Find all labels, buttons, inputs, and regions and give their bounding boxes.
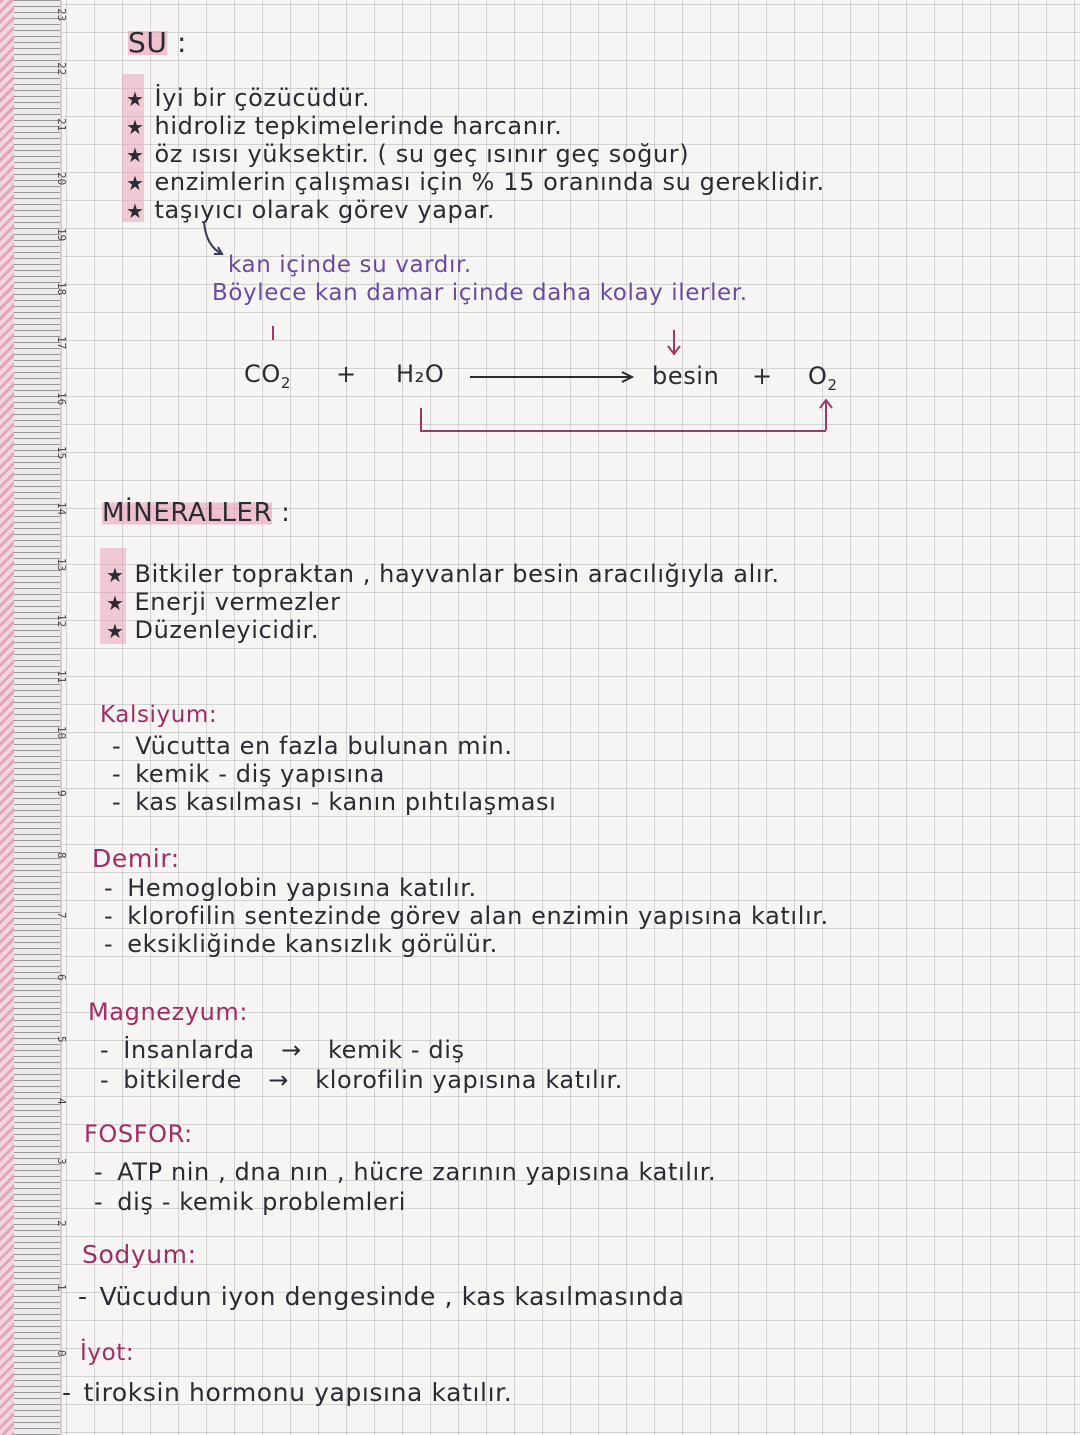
ruler-number: 11 — [55, 670, 68, 684]
ruler-number: 15 — [55, 446, 68, 460]
star-icon: ★ — [106, 591, 125, 615]
kalsiyum-item: - kas kasılması - kanın pıhtılaşması — [112, 788, 557, 816]
equation-besin: besin — [652, 362, 720, 390]
su-note-line1: kan içinde su vardır. — [228, 252, 472, 278]
demir-item: - eksikliğinde kansızlık görülür. — [104, 930, 498, 958]
ruler-number: 4 — [55, 1098, 68, 1105]
su-heading-colon: : — [176, 26, 188, 59]
ruler-number: 22 — [55, 62, 68, 76]
ruler-number: 21 — [55, 118, 68, 132]
iyot-heading: İyot: — [80, 1340, 135, 1366]
ruler-number: 2 — [55, 1220, 68, 1227]
star-icon: ★ — [106, 619, 125, 643]
magnezyum-item: - bitkilerde → klorofilin yapısına katılır. — [100, 1066, 624, 1094]
star-icon: ★ — [126, 171, 145, 195]
fosfor-heading: FOSFOR: — [84, 1120, 193, 1148]
ruler-number: 12 — [55, 614, 68, 628]
ruler-number: 5 — [55, 1036, 68, 1043]
fosfor-item: - diş - kemik problemleri — [94, 1188, 407, 1216]
ruler-number: 3 — [55, 1158, 68, 1165]
magnezyum-item: - İnsanlarda → kemik - diş — [100, 1036, 465, 1064]
equation-co2: $CO_2$ — [244, 360, 292, 392]
ruler-number: 9 — [55, 790, 68, 797]
su-heading: SU — [128, 26, 168, 59]
su-bullet: ★ İyi bir çözücüdür. — [126, 84, 371, 112]
mineraller-heading: MİNERALLER — [102, 498, 273, 528]
star-icon: ★ — [126, 143, 145, 167]
bracket-left — [420, 408, 422, 430]
ruler-number: 0 — [55, 1350, 68, 1357]
ruler-number: 14 — [55, 502, 68, 516]
demir-item: - klorofilin sentezinde görev alan enzimin yapısına katılır. — [104, 902, 829, 930]
down-arrow-icon — [664, 330, 684, 358]
demir-heading: Demir: — [92, 844, 180, 873]
bracket-bottom — [420, 430, 826, 432]
curved-arrow-icon — [200, 220, 230, 260]
ruler-number: 1 — [55, 1284, 68, 1291]
su-bullet: ★ öz ısısı yüksektir. ( su geç ısınır geç soğur) — [126, 140, 690, 168]
ruler-number: 13 — [55, 558, 68, 572]
star-icon: ★ — [126, 115, 145, 139]
equation-h2o: H₂O — [396, 360, 445, 388]
ruler-number: 19 — [55, 228, 68, 242]
kalsiyum-heading: Kalsiyum: — [100, 702, 218, 728]
up-arrow-icon — [816, 398, 836, 432]
equation-plus: + — [752, 362, 773, 390]
ruler-pink-edge — [0, 0, 14, 1435]
star-icon: ★ — [106, 563, 125, 587]
ruler-number: 7 — [55, 912, 68, 919]
sodyum-heading: Sodyum: — [82, 1240, 197, 1269]
su-note-line2: Böylece kan damar içinde daha kolay ilerler. — [212, 280, 748, 306]
ruler-number: 16 — [55, 392, 68, 406]
su-bullet: ★ hidroliz tepkimelerinde harcanır. — [126, 112, 563, 140]
star-icon: ★ — [126, 87, 145, 111]
ruler-number: 17 — [55, 336, 68, 350]
mineraller-heading-colon: : — [281, 498, 291, 528]
ruler-number: 20 — [55, 172, 68, 186]
demir-item: - Hemoglobin yapısına katılır. — [104, 874, 477, 902]
ruler-number: 8 — [55, 852, 68, 859]
right-arrow-icon: → — [280, 1036, 302, 1064]
mineraller-bullet: ★ Düzenleyicidir. — [106, 616, 320, 644]
fosfor-item: - ATP nin , dna nın , hücre zarının yapısına katılır. — [94, 1158, 717, 1186]
kalsiyum-item: - kemik - diş yapısına — [112, 760, 385, 788]
magnezyum-heading: Magnezyum: — [88, 998, 249, 1026]
mineraller-heading-block — [102, 498, 291, 528]
reaction-arrow-icon — [470, 370, 640, 384]
mineraller-bullet: ★ Bitkiler topraktan , hayvanlar besin aracılığıyla alır. — [106, 560, 780, 588]
ruler-number: 6 — [55, 974, 68, 981]
iyot-item: - tiroksin hormonu yapısına katılır. — [62, 1378, 513, 1407]
equation-marker — [272, 326, 274, 340]
su-bullet: ★ taşıyıcı olarak görev yapar. — [126, 196, 496, 224]
ruler-number: 10 — [55, 726, 68, 740]
equation-o2: $O_2$ — [808, 362, 838, 394]
kalsiyum-item: - Vücutta en fazla bulunan min. — [112, 732, 513, 760]
mineraller-bullet: ★ Enerji vermezler — [106, 588, 341, 616]
su-heading-block — [128, 26, 187, 59]
ruler-number: 18 — [55, 282, 68, 296]
equation-plus: + — [336, 360, 357, 388]
sodyum-item: - Vücudun iyon dengesinde , kas kasılmasında — [78, 1282, 685, 1311]
right-arrow-icon: → — [268, 1066, 289, 1094]
star-icon: ★ — [126, 199, 145, 223]
su-bullet: ★ enzimlerin çalışması için % 15 oranında su gereklidir. — [126, 168, 825, 196]
ruler-number: 23 — [55, 8, 68, 22]
